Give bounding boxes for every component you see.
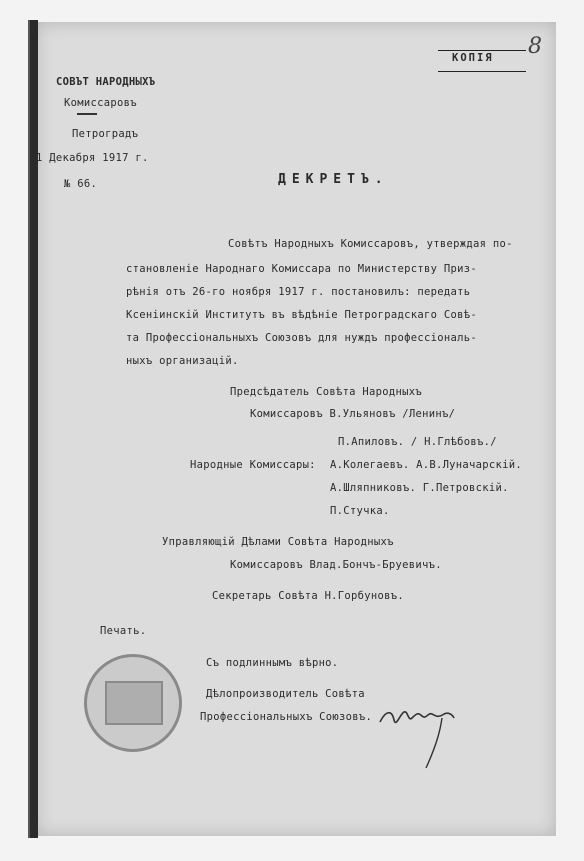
binding-strip [30, 20, 38, 838]
commissars-label: Народные Комиссары: [190, 459, 316, 471]
stamp-inner-box [105, 681, 163, 725]
commissar-names-line: А.Колегаевъ. А.В.Луначарскій. [330, 459, 523, 471]
body-line: Совѣтъ Народныхъ Комиссаровъ, утверждая по- [228, 238, 513, 250]
commissar-names-line: А.Шляпниковъ. Г.Петровскій. [330, 482, 509, 494]
header-city: Петроградъ [72, 128, 139, 140]
chairman-line: Предсѣдатель Совѣта Народныхъ [230, 386, 423, 398]
body-line: становленіе Народнаго Комиссара по Министерству Приз- [126, 263, 477, 275]
document-title: ДЕКРЕТЪ. [278, 172, 389, 187]
commissar-names-line: П.Апиловъ. / Н.Глѣбовъ./ [338, 436, 497, 448]
body-line: Ксеніинскій Институтъ въ вѣдѣніе Петроградскаго Совѣ- [126, 309, 477, 321]
body-line: рѣнія отъ 26-го ноября 1917 г. постановилъ: передать [126, 286, 471, 298]
seal-label: Печать. [100, 625, 147, 637]
header-commissars: Комиссаровъ [64, 97, 137, 109]
signature-scribble [378, 700, 458, 772]
commissar-names-line: П.Стучка. [330, 505, 390, 517]
header-date: 1 Декабря 1917 г. [36, 152, 149, 164]
manager-line: Комиссаровъ Влад.Бончъ-Бруевичъ. [230, 559, 442, 571]
header-council: СОВЪТ НАРОДНЫХЪ [56, 76, 156, 88]
header-number: № 66. [64, 178, 98, 190]
round-stamp [84, 654, 182, 752]
clerk-line: Профессіональныхъ Союзовъ. [200, 711, 373, 723]
handwritten-page-number: 8 [528, 34, 543, 59]
secretary-line: Секретарь Совѣта Н.Горбуновъ. [212, 590, 405, 602]
clerk-line: Дѣлопроизводитель Совѣта [206, 688, 365, 700]
manager-line: Управляющій Дѣлами Совѣта Народныхъ [162, 536, 394, 548]
body-line: та Профессіональныхъ Союзовъ для нуждъ профессіональ- [126, 332, 477, 344]
header-divider [77, 113, 97, 115]
copy-label: КОПІЯ [452, 52, 494, 64]
body-line: ныхъ организацій. [126, 355, 239, 367]
chairman-line: Комиссаровъ В.Ульяновъ /Ленинъ/ [250, 408, 456, 420]
certified-line: Съ подлиннымъ вѣрно. [206, 657, 339, 669]
